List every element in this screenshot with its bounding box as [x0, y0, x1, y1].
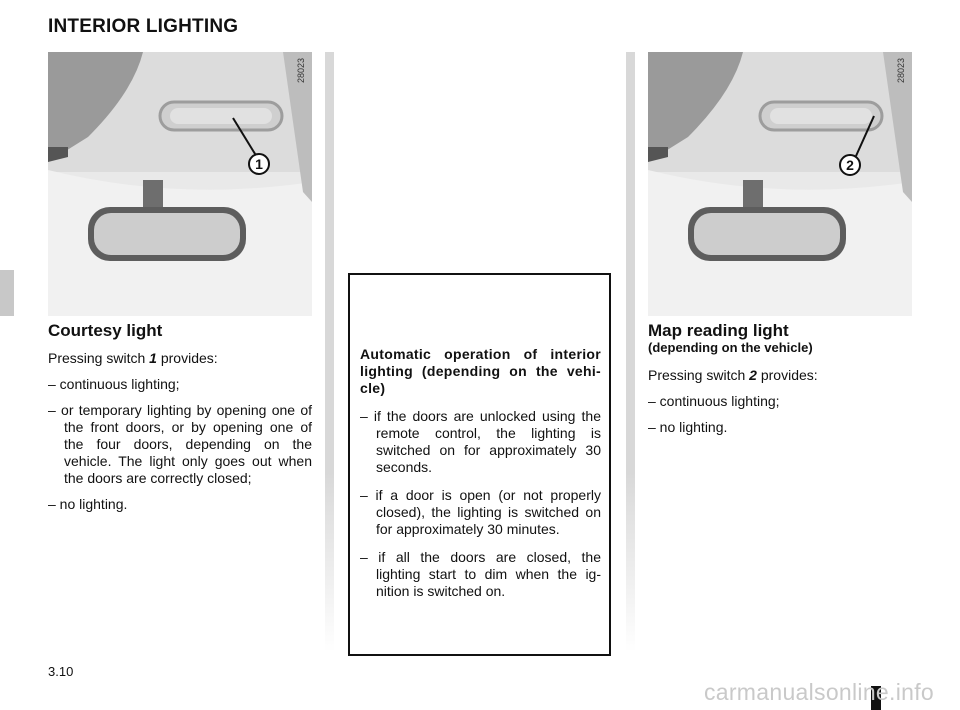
- automatic-operation-box: [348, 273, 611, 656]
- column-divider: [626, 52, 635, 652]
- courtesy-light-section: [48, 322, 312, 513]
- callout-2: 2: [839, 154, 861, 176]
- courtesy-light-heading: Courtesy light: [48, 321, 163, 340]
- map-light-subheading: (depending on the vehicle): [648, 340, 813, 355]
- list-item: – no lighting.: [48, 496, 128, 512]
- list-item: – if all the doors are closed, the lighting start to dim when the ig-nition is switched on.: [360, 549, 601, 599]
- section-tab: [0, 270, 14, 316]
- photo-reference-code: 28023: [296, 58, 306, 84]
- map-intro: Pressing switch 2 provides:: [648, 367, 818, 383]
- watermark: carmanualsonline.info: [703, 679, 934, 705]
- list-item: – continuous lighting;: [48, 376, 180, 392]
- photo-reference-code: 28023: [896, 58, 906, 84]
- list-item: – if the doors are unlocked using the remote control, the lighting is switched on for approximately 30 seconds.: [360, 408, 601, 475]
- page-title: INTERIOR LIGHTING: [48, 16, 239, 37]
- callout-1: 1: [248, 153, 270, 175]
- list-item: – or temporary lighting by opening one of the front doors, or by opening one of the four doors, depending on the vehicle. The light only goes out when the doors are correctly closed;: [48, 402, 312, 486]
- list-item: – if a door is open (or not properly closed), the lighting is switched on for approximately 30 minutes.: [360, 487, 601, 537]
- box-heading: Automatic operation of interior lighting (depending on the vehi-cle): [360, 346, 601, 396]
- courtesy-light-photo: [48, 52, 312, 316]
- column-divider: [325, 52, 334, 652]
- map-reading-light-photo: [648, 52, 912, 316]
- map-light-heading: Map reading light: [648, 321, 789, 340]
- courtesy-intro: Pressing switch 1 provides:: [48, 350, 218, 366]
- map-reading-light-section: [648, 322, 912, 436]
- page-number: 3.10: [48, 664, 74, 679]
- list-item: – no lighting.: [648, 419, 728, 435]
- list-item: – continuous lighting;: [648, 393, 780, 409]
